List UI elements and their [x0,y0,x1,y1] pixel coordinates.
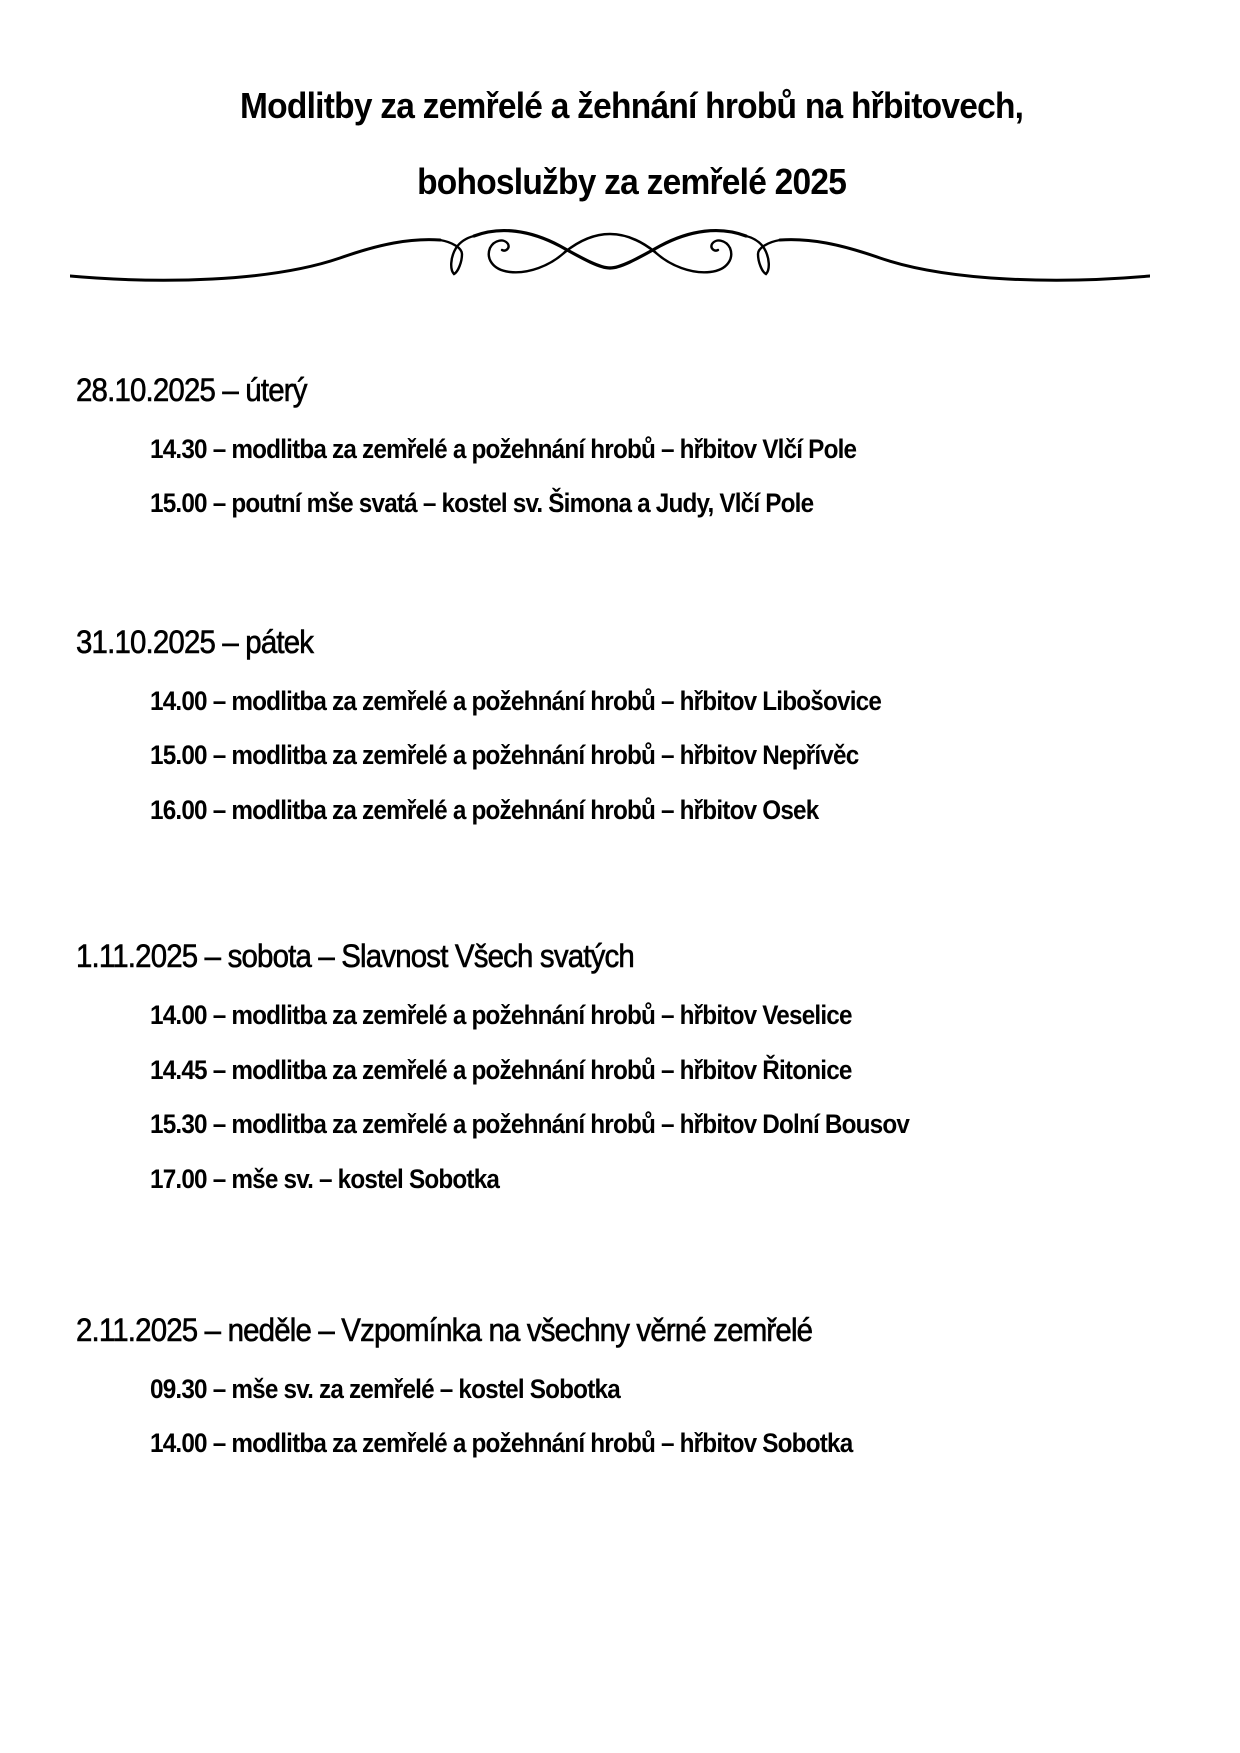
day-heading: 2.11.2025 – neděle – Vzpomínka na všechny věrné zemřelé [76,1312,813,1348]
document-title-line-2: bohoslužby za zemřelé 2025 [417,161,847,202]
day-heading: 1.11.2025 – sobota – Slavnost Všech svatých [76,938,634,974]
schedule-entry: 14.00 – modlitba za zemřelé a požehnání hrobů – hřbitov Veselice [150,1000,852,1030]
schedule-entry: 15.00 – poutní mše svatá – kostel sv. Šimona a Judy, Vlčí Pole [150,488,814,518]
day-heading: 31.10.2025 – pátek [76,624,314,660]
schedule-entry: 09.30 – mše sv. za zemřelé – kostel Sobotka [150,1374,620,1404]
schedule-entry: 14.30 – modlitba za zemřelé a požehnání hrobů – hřbitov Vlčí Pole [150,434,857,464]
schedule-entry: 17.00 – mše sv. – kostel Sobotka [150,1164,500,1194]
document-title-line-1: Modlitby za zemřelé a žehnání hrobů na hřbitovech, [240,85,1024,126]
schedule-entry: 14.00 – modlitba za zemřelé a požehnání hrobů – hřbitov Sobotka [150,1428,853,1458]
decorative-flourish-divider-icon [70,222,1150,286]
schedule-entry: 16.00 – modlitba za zemřelé a požehnání hrobů – hřbitov Osek [150,795,819,825]
schedule-entry: 15.00 – modlitba za zemřelé a požehnání hrobů – hřbitov Nepřívěc [150,740,859,770]
schedule-entry: 14.00 – modlitba za zemřelé a požehnání hrobů – hřbitov Libošovice [150,686,882,716]
day-heading: 28.10.2025 – úterý [76,372,307,408]
schedule-entry: 15.30 – modlitba za zemřelé a požehnání hrobů – hřbitov Dolní Bousov [150,1109,910,1139]
schedule-entry: 14.45 – modlitba za zemřelé a požehnání hrobů – hřbitov Řitonice [150,1055,852,1085]
